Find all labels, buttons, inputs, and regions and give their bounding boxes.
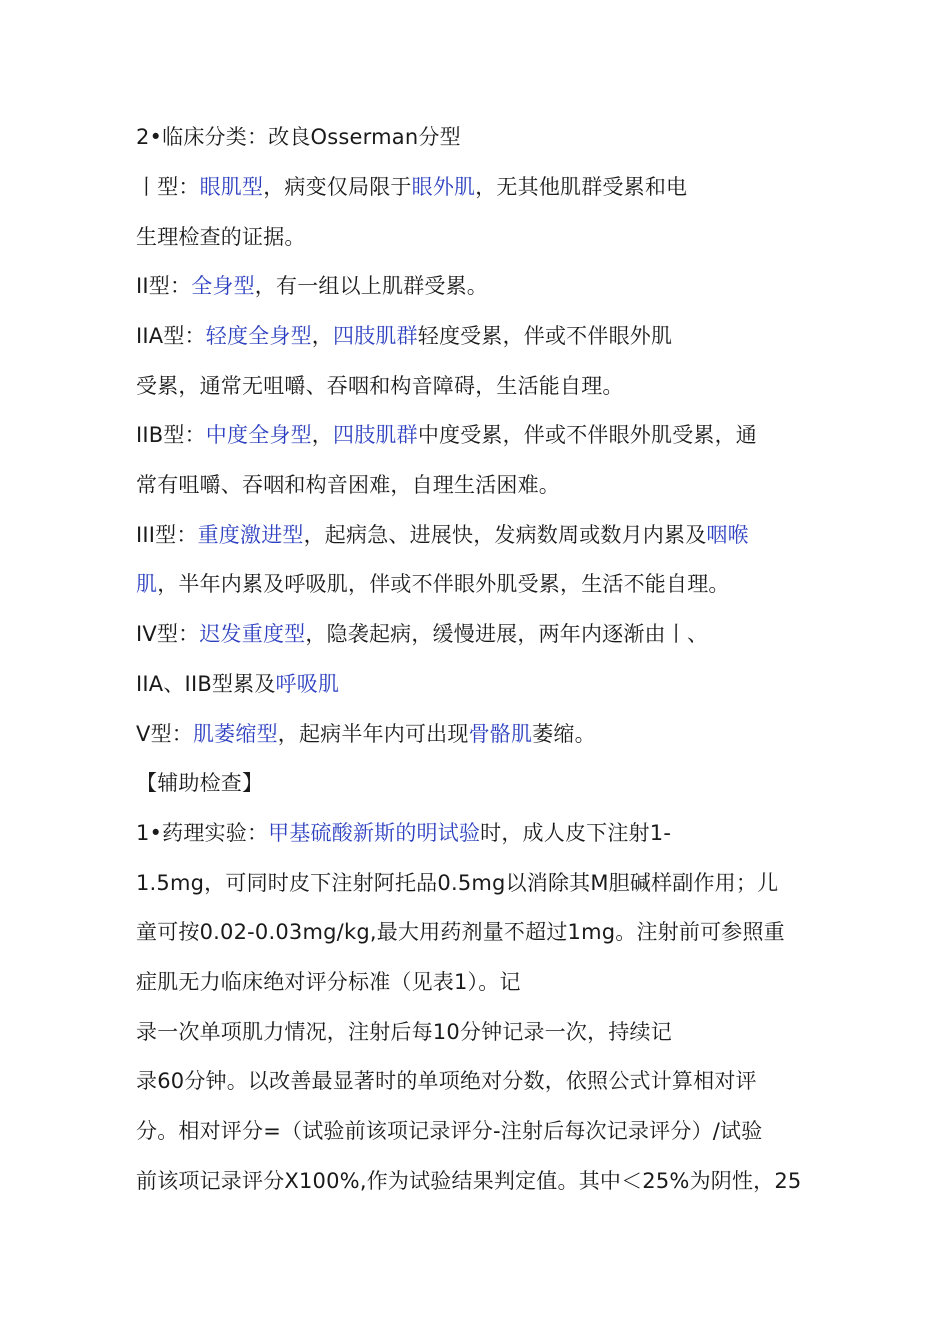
text-segment: 生理检查的证据。 [136,225,306,249]
text-segment: V型： [136,722,193,746]
term-link[interactable]: 眼肌型 [199,175,264,199]
term-link[interactable]: 肌萎缩型 [192,722,278,746]
text-segment: ，起病急、进展快，发病数周或数月内累及 [303,523,707,547]
text-segment: 童可按0.02-0.03mg/kg,最大用药剂量不超过1mg。注射前可参照重 [136,920,785,944]
text-segment: 【辅助检查】 [136,771,264,795]
term-link[interactable]: 迟发重度型 [199,622,306,646]
text-segment: 中度受累，伴或不伴眼外肌受累，通 [417,423,758,447]
text-segment: 1.5mg，可同时皮下注射阿托品0.5mg以消除其M胆碱样副作用；儿 [136,871,779,895]
text-segment: 录60分钟。以改善最显著时的单项绝对分数，依照公式计算相对评 [136,1069,757,1093]
text-segment: ，隐袭起病，缓慢进展，两年内逐渐由丨、 [305,622,709,646]
text-segment: 前该项记录评分X100%,作为试验结果判定值。其中＜25%为阴性，25 [136,1169,802,1193]
text-segment: 录一次单项肌力情况，注射后每10分钟记录一次，持续记 [136,1020,672,1044]
term-link[interactable]: 肌 [136,572,158,596]
text-segment: ，无其他肌群受累和电 [475,175,688,199]
text-segment: 时，成人皮下注射1- [480,821,672,845]
text-segment: IV型： [136,622,200,646]
text-line [136,520,749,550]
text-segment: IIA、IIB型累及 [136,672,276,696]
text-line [136,967,521,997]
text-segment: ，有一组以上肌群受累。 [254,274,488,298]
term-link[interactable]: 全身型 [191,274,255,298]
text-line [136,719,596,749]
text-segment: III型： [136,523,198,547]
text-line [136,321,672,351]
text-segment: IIA型： [136,324,206,348]
text-segment: 受累，通常无咀嚼、吞咽和构音障碍，生活能自理。 [136,374,624,398]
text-line [136,768,263,798]
text-line [136,1066,757,1096]
text-segment: II型： [136,274,192,298]
term-link[interactable]: 骨骼肌 [468,722,533,746]
text-segment: 分。相对评分=（试验前该项记录评分-注射后每次记录评分）/试验 [136,1119,763,1143]
term-link[interactable]: 中度全身型 [205,423,312,447]
term-link[interactable]: 四肢肌群 [332,324,418,348]
text-line [136,1116,762,1146]
text-segment: 2•临床分类：改良Osserman分型 [136,125,461,149]
text-segment: ，起病半年内可出现 [277,722,469,746]
text-line [136,1166,802,1196]
text-segment: 丨型： [136,175,200,199]
term-link[interactable]: 四肢肌群 [333,423,418,447]
text-segment: ，半年内累及呼吸肌，伴或不伴眼外肌受累，生活不能自理。 [157,572,730,596]
text-line [136,271,488,301]
text-line [136,818,671,848]
text-line [136,1017,672,1047]
term-link[interactable]: 甲基硫酸新斯的明试验 [268,821,481,845]
text-line [136,172,687,202]
text-segment: 常有咀嚼、吞咽和构音困难，自理生活困难。 [136,473,560,497]
text-line [136,569,730,599]
text-line [136,420,757,450]
text-segment: ，病变仅局限于 [263,175,412,199]
text-line [136,669,339,699]
text-line [136,470,560,500]
term-link[interactable]: 轻度全身型 [205,324,312,348]
text-line [136,122,461,152]
text-segment: ， [311,423,333,447]
text-segment: 萎缩。 [532,722,596,746]
text-segment: IIB型： [136,423,206,447]
text-line [136,868,778,898]
text-line [136,917,785,947]
text-line [136,371,624,401]
term-link[interactable]: 呼吸肌 [275,672,340,696]
text-line [136,619,708,649]
text-segment: 轻度受累，伴或不伴眼外肌 [417,324,673,348]
text-segment: 症肌无力临床绝对评分标准（见表1）。记 [136,970,521,994]
text-segment: 1•药理实验： [136,821,269,845]
term-link[interactable]: 眼外肌 [411,175,476,199]
term-link[interactable]: 咽喉 [706,523,749,547]
term-link[interactable]: 重度激进型 [197,523,304,547]
text-line [136,222,306,252]
text-segment: ， [311,324,333,348]
